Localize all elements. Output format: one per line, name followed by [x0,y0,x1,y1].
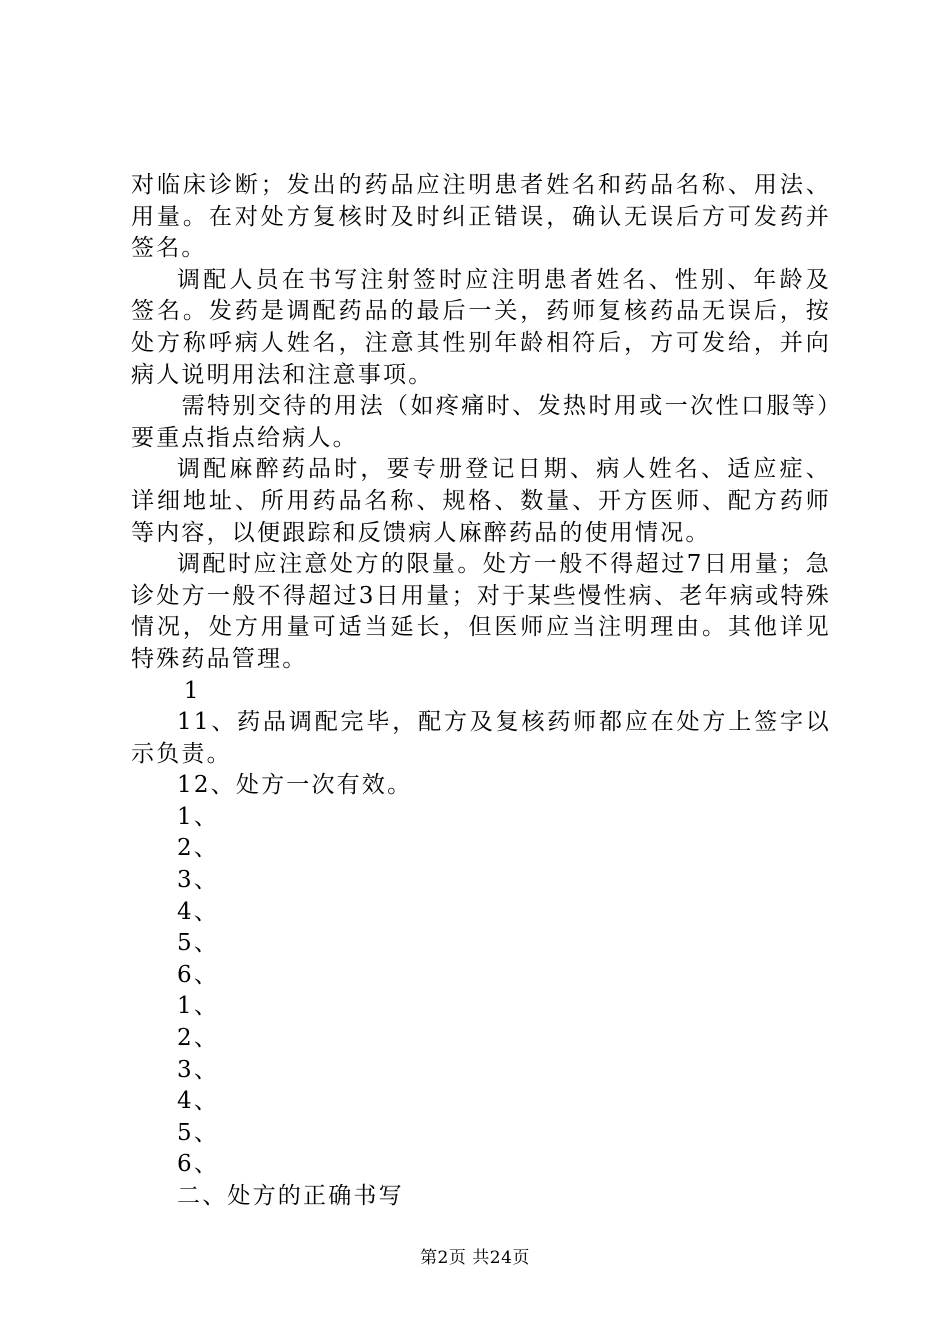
list-a-item-4: 4、 [177,898,220,925]
item-12: 12、处方一次有效。 [177,772,413,799]
paragraph-continuation: 对临床诊断；发出的药品应注明患者姓名和药品名称、用法、用量。在对处方复核时及时纠正错误，确认无误后方可发药并签名。 [131,172,831,262]
list-b-item-6: 6、 [177,1151,220,1178]
section-heading: 二、处方的正确书写 [177,1183,404,1209]
paragraph-injection-label: 调配人员在书写注射签时应注明患者姓名、性别、年龄及签名。发药是调配药品的最后一关，药师复核药品无误后，按处方称呼病人姓名，注意其性别年龄相符后，方可发给，并向病人说明用法和注意事项。 [131,266,831,388]
list-a-item-2: 2、 [177,835,220,862]
paragraph-prescription-limit: 调配时应注意处方的限量。处方一般不得超过7日用量；急诊处方一般不得超过3日用量；对于某些慢性病、老年病或特殊情况，处方用量可适当延长，但医师应当注明理由。其他详见特殊药品管理。 [131,551,831,672]
paragraph-special-usage: 需特别交待的用法（如疼痛时、发热时用或一次性口服等）要重点指点给病人。 [131,393,831,451]
list-b-item-1: 1、 [177,993,220,1020]
list-a-item-5: 5、 [177,930,220,957]
item-11: 11、药品调配完毕，配方及复核药师都应在处方上签字以示负责。 [131,709,831,767]
document-body [131,170,831,1213]
list-b-item-5: 5、 [177,1119,220,1146]
list-a-item-6: 6、 [177,961,220,988]
list-b-item-2: 2、 [177,1025,220,1052]
list-a-item-1: 1、 [177,803,220,830]
inline-page-number: 1 [183,677,201,704]
list-a-item-3: 3、 [177,867,220,894]
list-b-item-4: 4、 [177,1088,220,1115]
list-b-item-3: 3、 [177,1056,220,1083]
paragraph-narcotic-drugs: 调配麻醉药品时，要专册登记日期、病人姓名、适应症、详细地址、所用药品名称、规格、数量、开方医师、配方药师等内容，以便跟踪和反馈病人麻醉药品的使用情况。 [131,456,831,546]
page-footer: 第2页 共24页 [420,1248,530,1268]
